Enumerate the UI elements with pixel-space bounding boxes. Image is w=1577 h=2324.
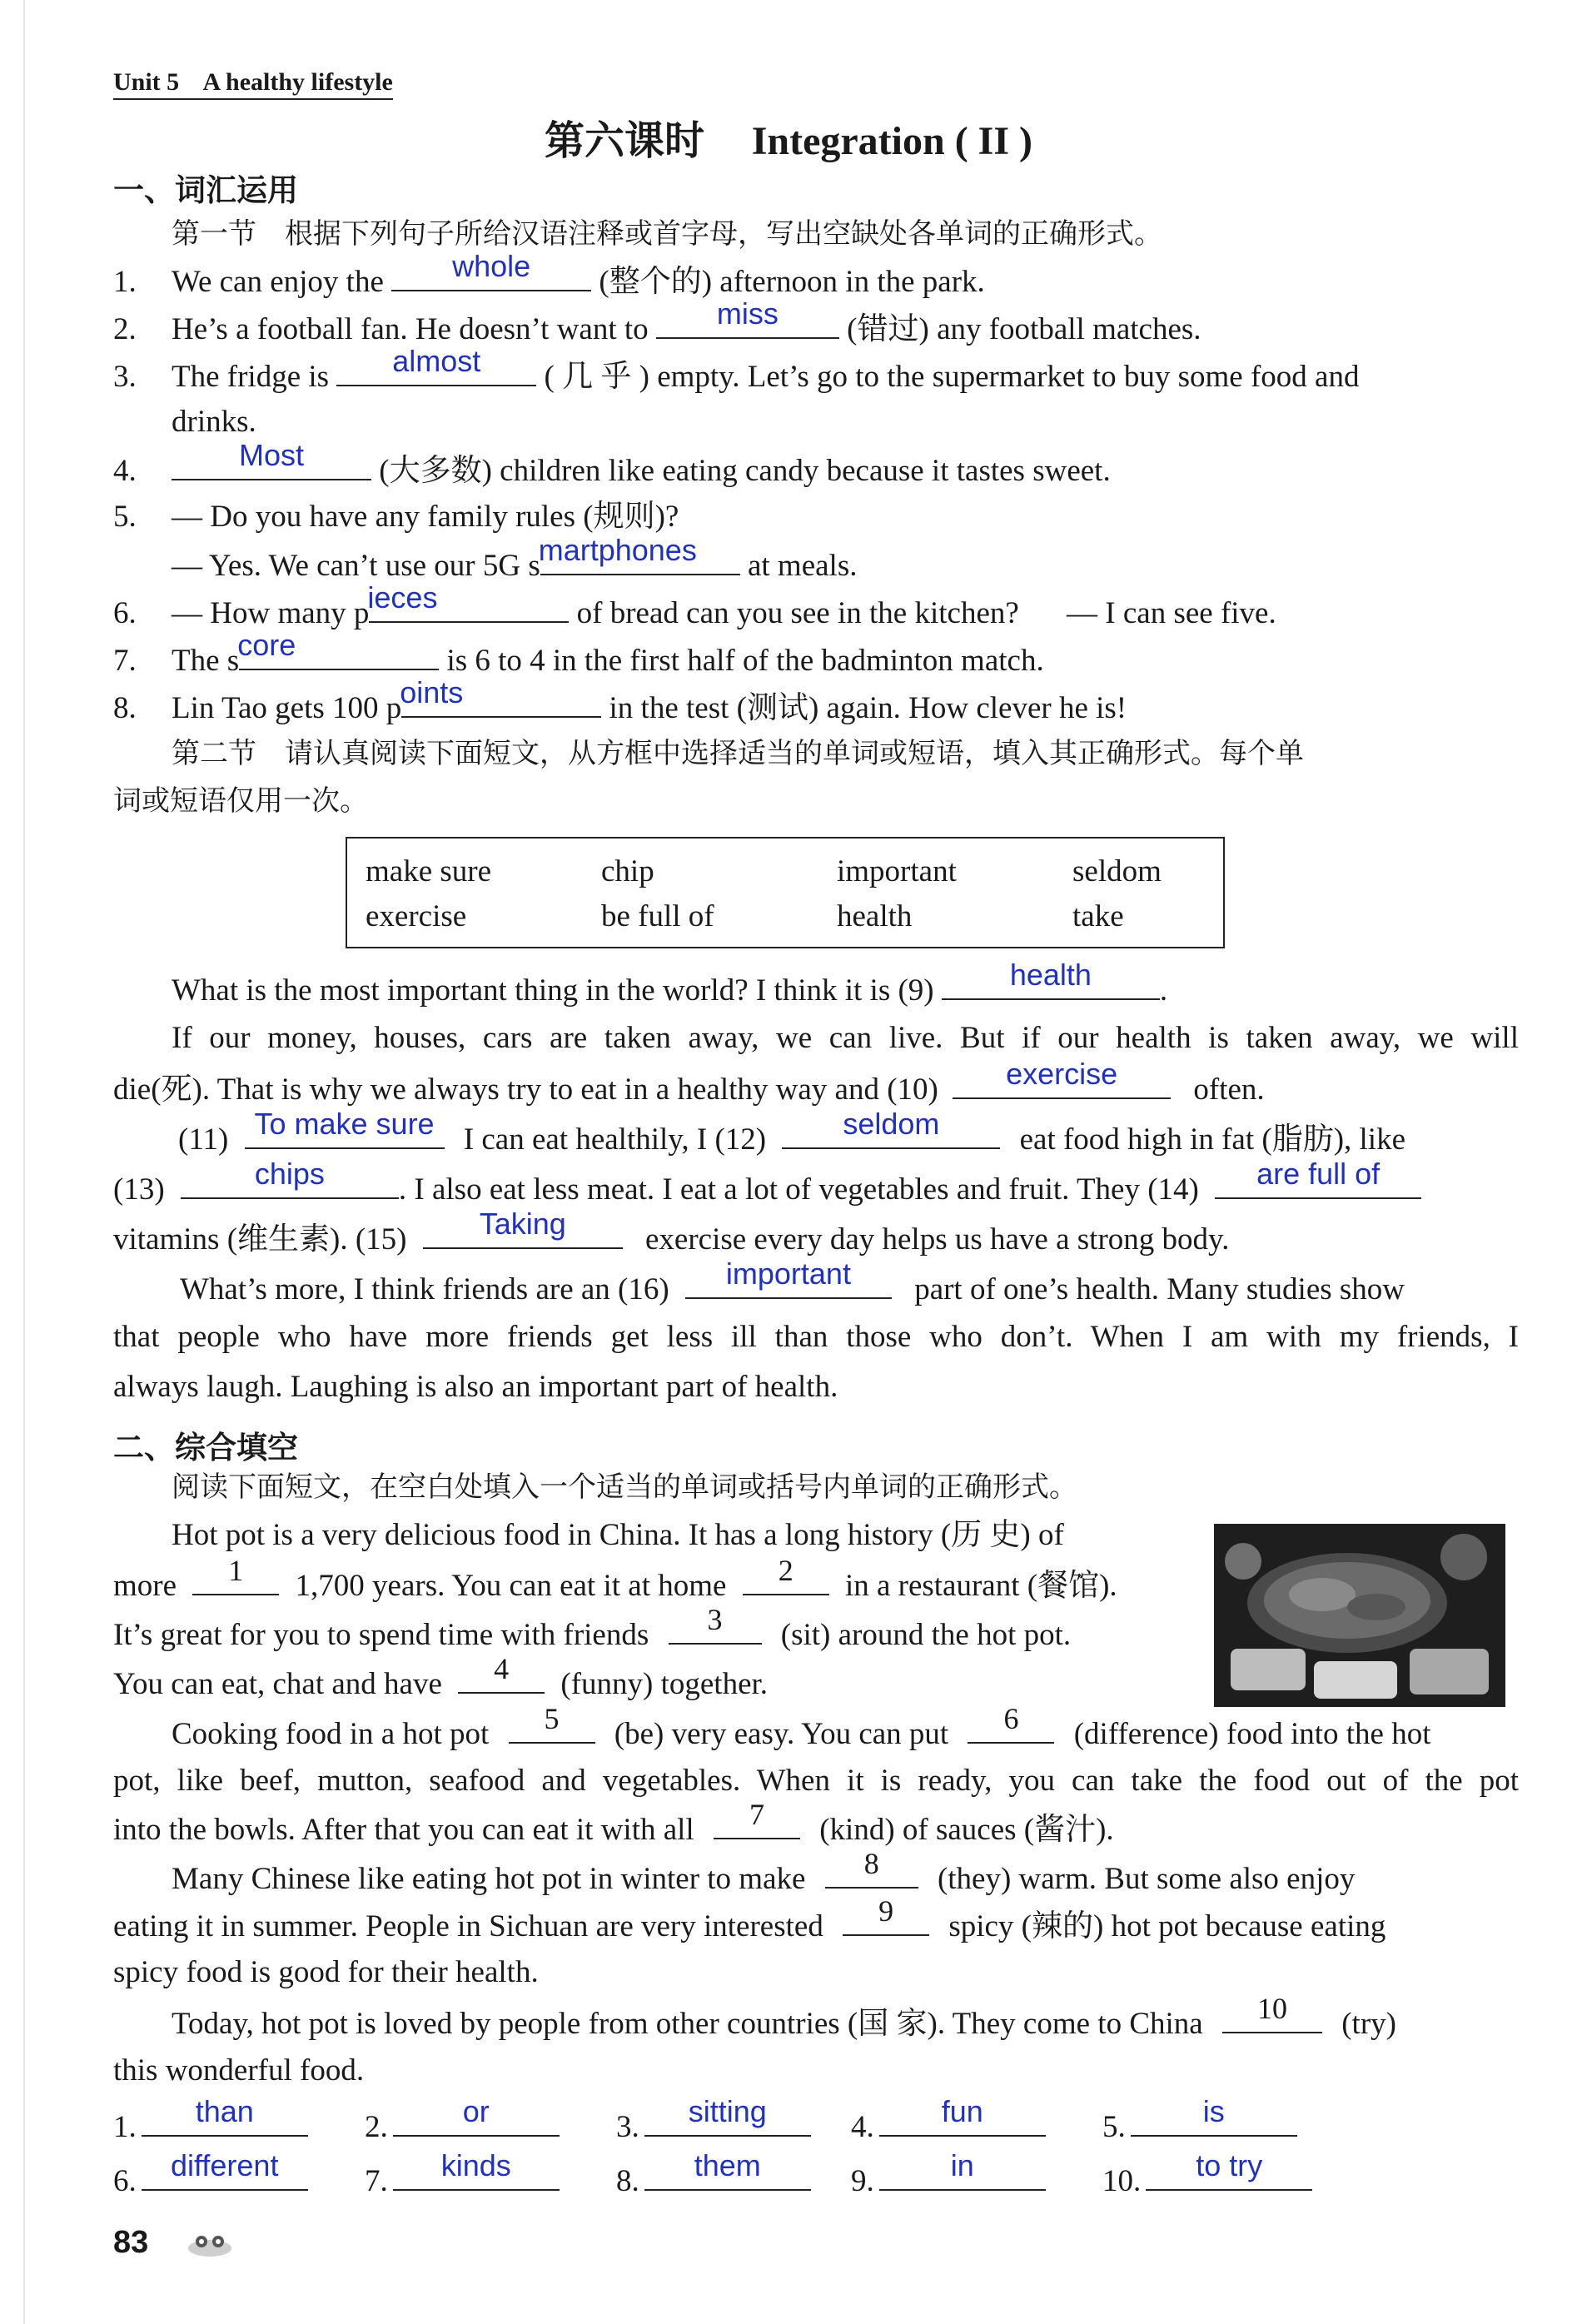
answer-row: [113, 2094, 1519, 2153]
word-option: health: [837, 899, 913, 933]
answer-blank[interactable]: sitting: [644, 2107, 811, 2137]
answer-blank[interactable]: or: [393, 2107, 560, 2137]
answer-item: 1. than: [113, 2107, 308, 2145]
passage-line: (13) chips . I also eat less meat. I eat a lot of vegetables and fruit. They (14) are full of: [113, 1169, 1519, 1209]
answer-item: 8. them: [616, 2161, 811, 2199]
cloze-blank-8[interactable]: 8: [825, 1859, 918, 1889]
answer-blank[interactable]: core: [239, 640, 439, 670]
cloze-line: pot, like beef, mutton, seafood and vegetables. When it is ready, you can take the food out of the pot: [113, 1764, 1519, 1798]
vocab-item-3: 3. The fridge is almost ( 几 乎 ) empty. Let’s go to the supermarket to buy some food and: [113, 344, 1360, 394]
lesson-title-zh: 第六课时: [544, 117, 704, 164]
part2-instruction: 第二节 请认真阅读下面短文，从方框中选择适当的单词或短语，填入其正确形式。每个单: [172, 737, 1304, 770]
cloze-blank-2[interactable]: 2: [743, 1565, 829, 1595]
answer-item: 4. fun: [851, 2107, 1046, 2145]
passage-line: If our money, houses, cars are taken away, we can live. But if our health is taken away, we will: [172, 1021, 1519, 1055]
cloze-blank-5[interactable]: 5: [509, 1714, 595, 1744]
answer-blank[interactable]: them: [644, 2161, 811, 2191]
vocab-item-7: 7. The s core is 6 to 4 in the first half of the badminton match.: [113, 628, 1044, 678]
answer-blank[interactable]: oints: [401, 688, 601, 718]
cloze-blank-7[interactable]: 7: [714, 1809, 800, 1839]
cloze-line: this wonderful food.: [113, 2053, 365, 2088]
answer-item: 7. kinds: [365, 2161, 560, 2199]
vocab-item-3-cont: drinks.: [172, 405, 256, 439]
answer-blank-15[interactable]: Taking: [423, 1219, 623, 1249]
cloze-blank-1[interactable]: 1: [192, 1565, 279, 1595]
passage-line: that people who have more friends get less ill than those who don’t. When I am with my friends, I: [113, 1320, 1519, 1354]
vocab-item-1: 1. We can enjoy the whole (整个的) afternoon in the park.: [113, 249, 985, 299]
cloze-line: spicy food is good for their health.: [113, 1955, 539, 1989]
passage-line: vitamins (维生素). (15) Taking exercise every day helps us have a strong body.: [113, 1207, 1230, 1257]
part1-instruction: 第一节 根据下列句子所给汉语注释或首字母，写出空缺处各单词的正确形式。: [172, 217, 1162, 251]
cloze-line: It’s great for you to spend time with friends 3 (sit) around the hot pot.: [113, 1603, 1072, 1652]
answer-item: 9. in: [851, 2161, 1046, 2199]
answer-item: 2. or: [365, 2107, 560, 2145]
cloze-line: eating it in summer. People in Sichuan are very interested 9 spicy (辣的) hot pot because eating: [113, 1894, 1386, 1943]
vocab-item-2: 2. He’s a football fan. He doesn’t want to miss (错过) any football matches.: [113, 296, 1201, 346]
answer-blank-13[interactable]: chips: [181, 1169, 399, 1199]
hot-pot-image: [1214, 1524, 1505, 1707]
cloze-line: Many Chinese like eating hot pot in winter to make 8 (they) warm. But some also enjoy: [172, 1847, 1356, 1896]
answer-item: 5. is: [1102, 2107, 1297, 2145]
word-option: chip: [601, 854, 654, 888]
cloze-blank-10[interactable]: 10: [1222, 2003, 1322, 2033]
answer-blank[interactable]: almost: [336, 356, 536, 386]
answer-blank[interactable]: whole: [391, 261, 591, 291]
answer-blank-12[interactable]: seldom: [782, 1119, 1000, 1149]
answer-item: 3. sitting: [616, 2107, 811, 2145]
word-option: exercise: [366, 899, 467, 933]
cloze-blank-9[interactable]: 9: [843, 1906, 929, 1936]
answer-blank[interactable]: kinds: [393, 2161, 560, 2191]
word-option: be full of: [601, 899, 714, 933]
answer-blank[interactable]: in: [879, 2161, 1046, 2191]
cloze-line: Cooking food in a hot pot 5 (be) very easy. You can put 6 (difference) food into the hot: [172, 1702, 1431, 1751]
answer-item: 10. to try: [1102, 2161, 1312, 2199]
cloze-line: Today, hot pot is loved by people from other countries (国 家). They come to China 10 (try): [172, 1992, 1396, 2041]
cloze-blank-4[interactable]: 4: [458, 1664, 545, 1694]
answer-blank[interactable]: fun: [879, 2107, 1046, 2137]
word-option: important: [837, 854, 957, 888]
lesson-title-en: Integration ( II ): [751, 119, 1033, 163]
answer-blank[interactable]: to try: [1146, 2161, 1312, 2191]
section1-title: 一、词汇运用: [113, 172, 298, 208]
section2-instruction: 阅读下面短文，在空白处填入一个适当的单词或括号内单词的正确形式。: [172, 1471, 1077, 1504]
hot-pot-photo: [1214, 1524, 1505, 1707]
passage-line: die(死). That is why we always try to eat in a healthy way and (10) exercise often.: [113, 1057, 1265, 1107]
answer-item: 6. different: [113, 2161, 308, 2199]
vocab-item-5: 5. — Do you have any family rules (规则)?: [113, 500, 679, 534]
answer-blank-10[interactable]: exercise: [953, 1069, 1171, 1099]
passage-line: always laugh. Laughing is also an important part of health.: [113, 1370, 838, 1404]
word-option: make sure: [366, 854, 492, 888]
mascot-icon: [185, 2230, 235, 2258]
unit-header: Unit 5 A healthy lifestyle: [113, 68, 393, 100]
cloze-line: more 1 1,700 years. You can eat it at home 2 in a restaurant (餐馆).: [113, 1554, 1117, 1603]
answer-blank[interactable]: is: [1131, 2107, 1297, 2137]
answer-blank[interactable]: martphones: [540, 545, 740, 575]
vocab-item-5-reply: — Yes. We can’t use our 5G s martphones at meals.: [172, 533, 858, 583]
answer-blank-16[interactable]: important: [685, 1269, 892, 1299]
word-box: [346, 837, 1225, 948]
answer-blank-14[interactable]: are full of: [1215, 1169, 1421, 1199]
section2-title: 二、综合填空: [113, 1430, 298, 1466]
answer-blank[interactable]: miss: [656, 309, 839, 339]
vocab-item-4: 4. Most (大多数) children like eating candy because it tastes sweet.: [113, 438, 1111, 488]
answer-blank[interactable]: different: [142, 2161, 308, 2191]
page-number: 83: [113, 2225, 149, 2260]
answer-blank[interactable]: than: [142, 2107, 308, 2137]
passage-line: (11) To make sure I can eat healthily, I (12) seldom eat food high in fat (脂肪), like: [178, 1107, 1406, 1157]
cloze-line: You can eat, chat and have 4 (funny) together.: [113, 1652, 769, 1701]
vocab-item-8: 8. Lin Tao gets 100 p oints in the test (测试) again. How clever he is!: [113, 675, 1127, 725]
passage-line: What’s more, I think friends are an (16) important part of one’s health. Many studies show: [180, 1257, 1405, 1306]
word-option: seldom: [1072, 854, 1162, 888]
answer-row: [113, 2148, 1519, 2207]
cloze-line: into the bowls. After that you can eat it with all 7 (kind) of sauces (酱汁).: [113, 1798, 1114, 1847]
cloze-blank-6[interactable]: 6: [968, 1714, 1054, 1744]
part2-instruction-cont: 词或短语仅用一次。: [113, 784, 368, 818]
lesson-title: [0, 108, 1577, 166]
answer-blank[interactable]: Most: [172, 450, 371, 480]
answer-blank-11[interactable]: To make sure: [245, 1119, 445, 1149]
cloze-blank-3[interactable]: 3: [669, 1615, 762, 1645]
answer-blank-9[interactable]: health: [942, 970, 1160, 1000]
cloze-line: Hot pot is a very delicious food in China. It has a long history (历 史) of: [172, 1518, 1064, 1552]
answer-blank[interactable]: ieces: [369, 593, 569, 623]
word-option: take: [1072, 899, 1124, 933]
vocab-item-6: 6. — How many p ieces of bread can you see in the kitchen? — I can see five.: [113, 580, 1276, 630]
passage-line: What is the most important thing in the world? I think it is (9) health .: [172, 958, 1168, 1008]
